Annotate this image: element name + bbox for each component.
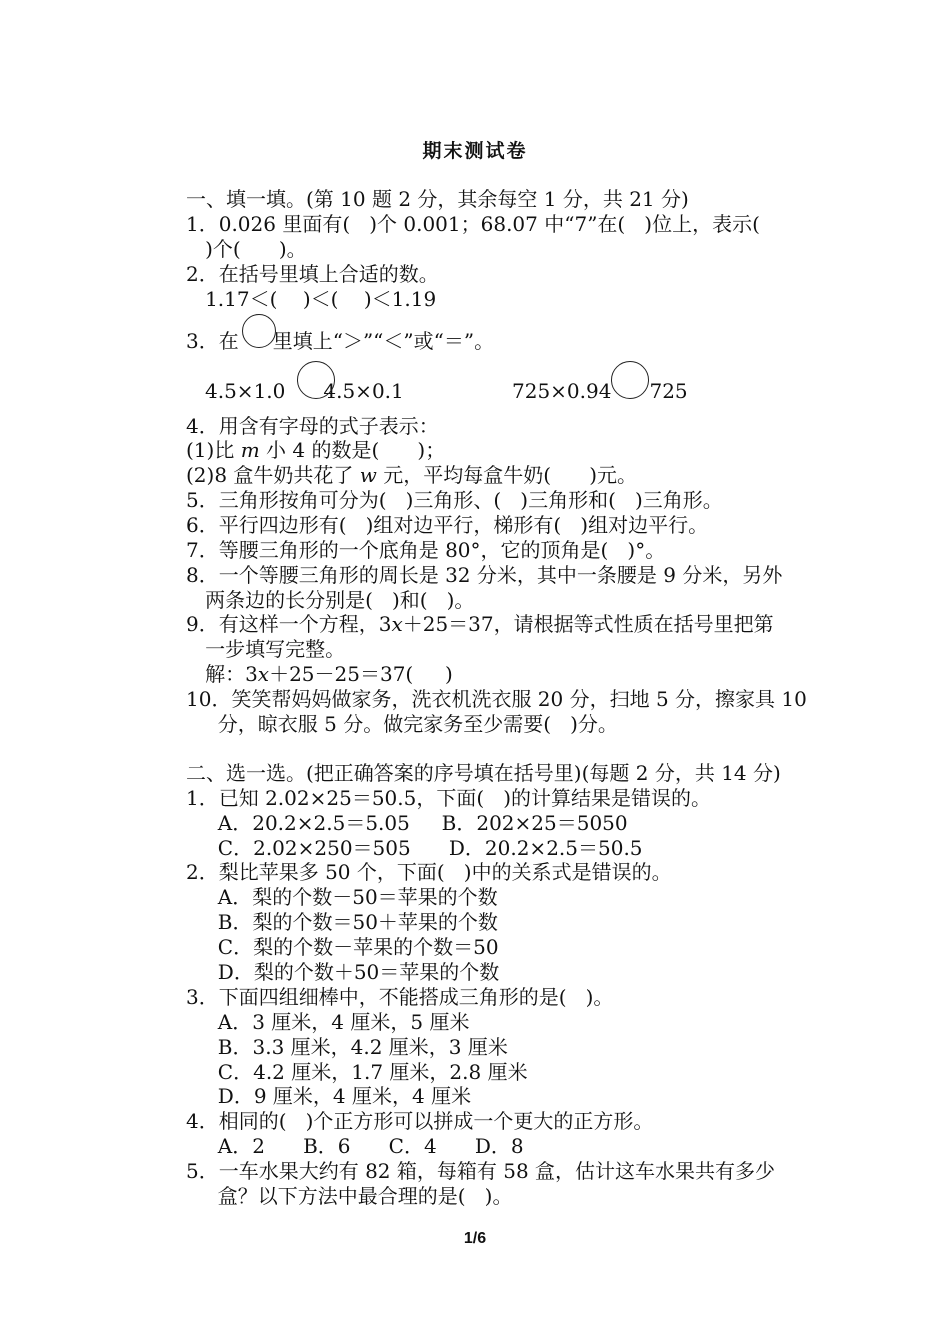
s1-q3-pre: 3．在 bbox=[186, 329, 239, 353]
s1-q3-left-a: 4.5×1.0 bbox=[205, 379, 286, 403]
s2-q3: 3．下面四组细棒中，不能搭成三角形的是( )。 bbox=[186, 985, 614, 1009]
section1-header: 一、填一填。(第 10 题 2 分，其余每空 1 分，共 21 分) bbox=[186, 187, 689, 211]
s2-q3-option-b: B．3.3 厘米，4.2 厘米，3 厘米 bbox=[186, 1035, 508, 1059]
var-w: w bbox=[359, 463, 377, 487]
s1-q10-line2: 分，晾衣服 5 分。做完家务至少需要( )分。 bbox=[186, 712, 618, 736]
s1-q1-line1: 1．0.026 里面有( )个 0.001；68.07 中“7”在( )位上，表示( bbox=[186, 212, 760, 236]
s1-q4-1-pre: (1)比 bbox=[186, 438, 241, 462]
s1-q4-2 bbox=[186, 462, 637, 488]
s2-q3-option-a: A．3 厘米，4 厘米，5 厘米 bbox=[186, 1010, 470, 1034]
var-x-solution: x bbox=[257, 662, 270, 686]
page-title: 期末测试卷 bbox=[422, 140, 528, 162]
s1-q8-line2: 两条边的长分别是( )和( )。 bbox=[186, 588, 475, 612]
s1-q9-line2: 一步填写完整。 bbox=[186, 637, 346, 661]
s2-q1: 1．已知 2.02×25＝50.5，下面( )的计算结果是错误的。 bbox=[186, 786, 712, 810]
s1-q3-right-b: 725 bbox=[649, 379, 688, 403]
s1-q9-line1 bbox=[186, 611, 774, 637]
s2-q4: 4．相同的( )个正方形可以拼成一个更大的正方形。 bbox=[186, 1109, 654, 1133]
s2-q3-option-d: D．9 厘米，4 厘米，4 厘米 bbox=[186, 1084, 472, 1108]
s2-q2-option-a: A．梨的个数－50＝苹果的个数 bbox=[186, 885, 498, 909]
s1-q7: 7．等腰三角形的一个底角是 80°，它的顶角是( )°。 bbox=[186, 538, 666, 562]
compare-circle-1[interactable] bbox=[297, 361, 335, 399]
s1-q9-post: ＋25＝37，请根据等式性质在括号里把第 bbox=[402, 612, 774, 636]
s2-q2-option-b: B．梨的个数＝50＋苹果的个数 bbox=[186, 910, 498, 934]
s1-q8-line1: 8．一个等腰三角形的周长是 32 分米，其中一条腰是 9 分米，另外 bbox=[186, 563, 783, 587]
s2-q4-options: A．2 B．6 C．4 D．8 bbox=[186, 1134, 524, 1158]
s1-q9-pre: 9．有这样一个方程，3 bbox=[186, 612, 392, 636]
s1-q3-post: 里填上“＞”“＜”或“＝”。 bbox=[272, 329, 495, 353]
s2-q5-line1: 5．一车水果大约有 82 箱，每箱有 58 盒，估计这车水果共有多少 bbox=[186, 1159, 776, 1183]
s1-q3-right-a: 725×0.94 bbox=[512, 379, 612, 403]
s1-q3-left-b: 4.5×0.1 bbox=[323, 379, 404, 403]
s1-q4-1-post: 小 4 的数是( )； bbox=[259, 438, 446, 462]
s2-q3-option-c: C．4.2 厘米，1.7 厘米，2.8 厘米 bbox=[186, 1060, 528, 1084]
s1-q4-2-post: 元，平均每盒牛奶( )元。 bbox=[376, 463, 638, 487]
s1-q9-sol-pre: 解：3 bbox=[186, 662, 258, 686]
s1-q3-instruction bbox=[186, 328, 494, 354]
s2-q1-options-ab: A．20.2×2.5＝5.05 B．202×25＝5050 bbox=[186, 811, 628, 835]
s1-q3-right bbox=[512, 378, 688, 404]
compare-circle-2[interactable] bbox=[611, 361, 649, 399]
s1-q5: 5．三角形按角可分为( )三角形、( )三角形和( )三角形。 bbox=[186, 488, 723, 512]
section2-header: 二、选一选。(把正确答案的序号填在括号里)(每题 2 分，共 14 分) bbox=[186, 761, 781, 785]
s1-q4: 4．用含有字母的式子表示： bbox=[186, 414, 439, 438]
s1-q1-line2: )个( )。 bbox=[186, 237, 307, 261]
s1-q4-2-pre: (2)8 盒牛奶共花了 bbox=[186, 463, 360, 487]
s1-q2-line2: 1.17＜( )＜( )＜1.19 bbox=[186, 287, 437, 311]
s1-q4-1 bbox=[186, 437, 445, 463]
s2-q2-option-d: D．梨的个数＋50＝苹果的个数 bbox=[186, 960, 500, 984]
page-number: 1/6 bbox=[463, 1230, 487, 1247]
s1-q9-sol-post: ＋25－25＝37( ) bbox=[269, 662, 453, 686]
s1-q2-line1: 2．在括号里填上合适的数。 bbox=[186, 262, 439, 286]
s2-q2-option-c: C．梨的个数－苹果的个数＝50 bbox=[186, 935, 499, 959]
s2-q2: 2．梨比苹果多 50 个，下面( )中的关系式是错误的。 bbox=[186, 860, 672, 884]
compare-circle-example bbox=[242, 314, 276, 348]
var-m: m bbox=[240, 438, 260, 462]
s1-q9-solution bbox=[186, 661, 453, 687]
var-x: x bbox=[391, 612, 403, 636]
s1-q10-line1: 10．笑笑帮妈妈做家务，洗衣机洗衣服 20 分，扫地 5 分，擦家具 10 bbox=[186, 687, 807, 711]
s1-q6: 6．平行四边形有( )组对边平行，梯形有( )组对边平行。 bbox=[186, 513, 709, 537]
s2-q5-line2: 盒？以下方法中最合理的是( )。 bbox=[186, 1184, 513, 1208]
s2-q1-options-cd: C．2.02×250＝505 D．20.2×2.5＝50.5 bbox=[186, 836, 643, 860]
